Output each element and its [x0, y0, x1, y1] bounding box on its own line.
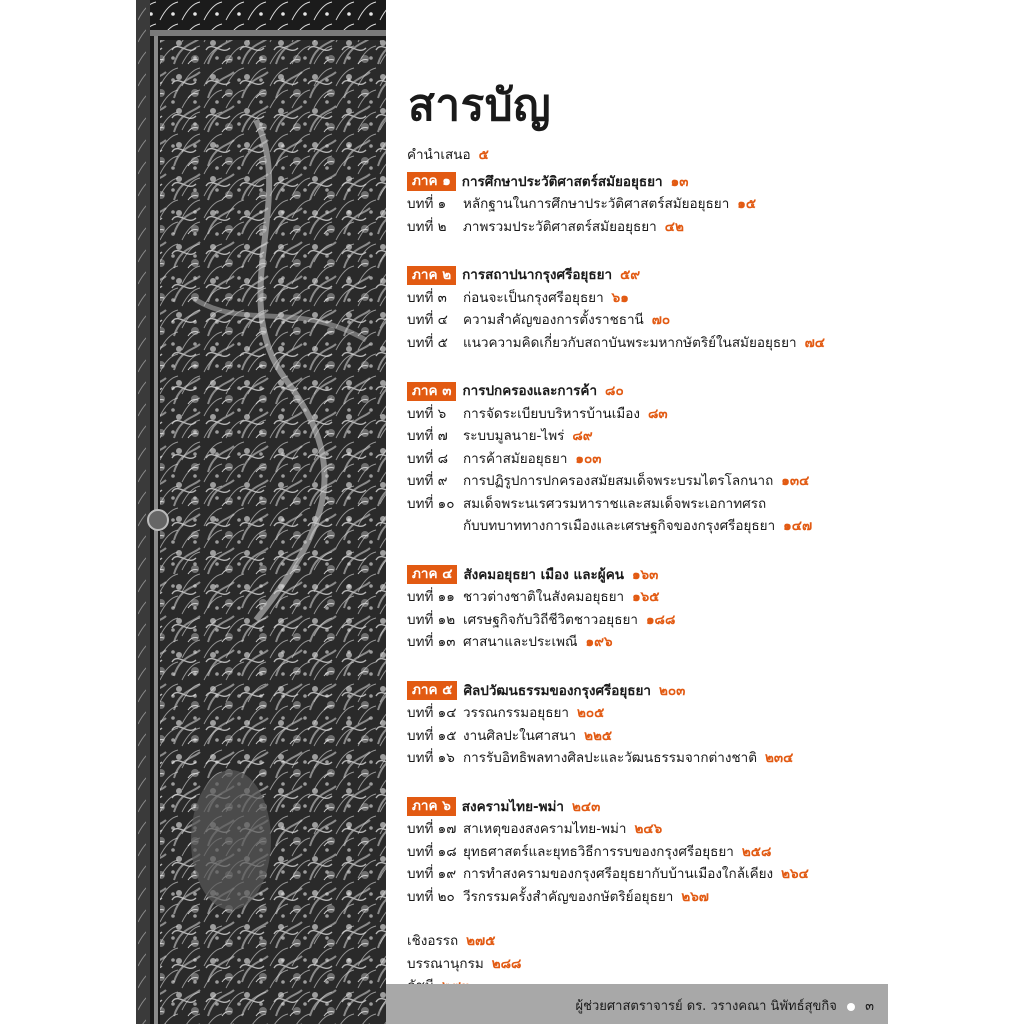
page-number: ๘๙ — [572, 428, 593, 444]
part-tag: ภาค ๖ — [407, 797, 456, 816]
page-number: ๒๒๕ — [584, 727, 613, 744]
toc-chapter-row[interactable] — [407, 493, 887, 516]
page-title: สารบัญ — [408, 80, 552, 131]
chapter-label: บทที่ ๓ — [407, 289, 447, 306]
part-tag: ภาค ๕ — [407, 681, 457, 700]
toc-backmatter-row[interactable] — [407, 953, 887, 976]
chapter-title: เศรษฐกิจกับวิถีชีวิตชาวอยุธยา — [463, 611, 638, 628]
toc-chapter-row[interactable] — [407, 747, 887, 770]
part-title: สังคมอยุธยา เมือง และผู้คน — [463, 566, 624, 583]
part-title: ศิลปวัฒนธรรมของกรุงศรีอยุธยา — [463, 682, 652, 699]
chapter-title: การค้าสมัยอยุธยา — [463, 450, 568, 467]
carved-door-photo — [136, 0, 386, 1024]
page-number: ๕ — [478, 147, 489, 163]
toc-part-row[interactable] — [407, 796, 887, 819]
chapter-title: การปฏิรูปการปกครองสมัยสมเด็จพระบรมไตรโลกนาถ — [463, 473, 774, 489]
chapter-label: บทที่ ๑๖ — [407, 750, 455, 766]
page-number: ๑๕ — [737, 196, 757, 212]
page-number: ๑๙๖ — [585, 634, 613, 650]
toc-chapter-row[interactable] — [407, 470, 887, 493]
toc-intro-row[interactable] — [407, 144, 887, 167]
page-number: ๑๖๕ — [632, 589, 660, 605]
chapter-title: ภาพรวมประวัติศาสตร์สมัยอยุธยา — [463, 218, 657, 235]
part-tag: ภาค ๒ — [407, 266, 456, 285]
chapter-label: บทที่ ๑๑ — [407, 589, 455, 605]
chapter-title: การจัดระเบียบบริหารบ้านเมือง — [463, 405, 640, 422]
chapter-title: การทำสงครามของกรุงศรีอยุธยากับบ้านเมืองใกล้เคียง — [463, 866, 774, 882]
chapter-label: บทที่ ๗ — [407, 428, 448, 444]
toc-page — [386, 0, 1024, 1024]
page-number: ๖๑ — [611, 289, 629, 306]
chapter-title: สาเหตุของสงครามไทย-พม่า — [463, 821, 627, 837]
part-tag: ภาค ๓ — [407, 382, 456, 401]
chapter-title: ศาสนาและประเพณี — [463, 634, 578, 650]
page-number: ๔๒ — [664, 218, 684, 235]
page-number: ๑๓ — [670, 173, 689, 190]
toc-chapter-row[interactable] — [407, 609, 887, 632]
page-number: ๗๐ — [651, 312, 671, 328]
toc-chapter-row[interactable] — [407, 631, 887, 654]
toc-part-row[interactable] — [407, 380, 887, 403]
chapter-label: บทที่ ๑๒ — [407, 611, 456, 628]
part-title: การศึกษาประวัติศาสตร์สมัยอยุธยา — [461, 173, 663, 190]
chapter-label: บทที่ ๑๙ — [407, 866, 457, 882]
page-number: ๒๘๘ — [491, 955, 522, 972]
toc-chapter-row[interactable] — [407, 448, 887, 471]
page-number: ๗๔ — [804, 334, 825, 351]
toc-chapter-row[interactable] — [407, 702, 887, 725]
toc-chapter-row[interactable] — [407, 425, 887, 448]
chapter-title: วรรณกรรมอยุธยา — [463, 705, 569, 721]
part-title: การสถาปนากรุงศรีอยุธยา — [462, 267, 613, 283]
chapter-label: บทที่ ๑๔ — [407, 705, 457, 721]
toc-chapter-row[interactable] — [407, 332, 887, 355]
toc-chapter-row[interactable] — [407, 309, 887, 332]
toc-part-row[interactable] — [407, 680, 887, 703]
toc-part-row[interactable] — [407, 264, 887, 287]
chapter-label: บทที่ ๕ — [407, 334, 448, 351]
toc-chapter-row[interactable] — [407, 886, 887, 909]
bullet-icon — [847, 1003, 855, 1011]
part-tag: ภาค ๔ — [407, 565, 457, 584]
chapter-label: บทที่ ๘ — [407, 450, 449, 467]
page-number: ๒๖๗ — [681, 888, 709, 905]
backmatter-label: บรรณานุกรม — [407, 955, 484, 972]
page-number: ๒๖๔ — [781, 866, 809, 882]
page-number: ๒๕๘ — [741, 843, 772, 860]
page-footer — [386, 984, 888, 1024]
page-number: ๒๐๓ — [659, 682, 686, 699]
toc-part-row[interactable] — [407, 171, 887, 194]
toc-chapter-row[interactable] — [407, 287, 887, 310]
chapter-label: บทที่ ๙ — [407, 473, 448, 489]
part-tag: ภาค ๑ — [407, 172, 456, 191]
chapter-label: บทที่ ๑๐ — [407, 495, 455, 512]
chapter-label: บทที่ ๑ — [407, 196, 447, 212]
chapter-title: ระบบมูลนาย-ไพร่ — [463, 428, 565, 444]
toc-chapter-row[interactable] — [407, 863, 887, 886]
chapter-title: วีรกรรมครั้งสำคัญของกษัตริย์อยุธยา — [463, 888, 674, 905]
page-number: ๘๓ — [648, 405, 668, 422]
page-number: ๒๔๓ — [571, 798, 601, 815]
chapter-title: ก่อนจะเป็นกรุงศรีอยุธยา — [463, 289, 604, 306]
page-number: ๑๘๘ — [645, 611, 676, 628]
chapter-title: ยุทธศาสตร์และยุทธวิธีการรบของกรุงศรีอยุธยา — [463, 843, 734, 860]
chapter-label: บทที่ ๒๐ — [407, 888, 455, 905]
intro-label: คำนำเสนอ — [407, 147, 471, 163]
chapter-title: สมเด็จพระนเรศวรมหาราชและสมเด็จพระเอกาทศรถ — [463, 495, 767, 512]
chapter-title: หลักฐานในการศึกษาประวัติศาสตร์สมัยอยุธยา — [463, 196, 730, 212]
chapter-title: งานศิลปะในศาสนา — [463, 727, 577, 744]
page-number: ๒๐๕ — [576, 705, 605, 721]
part-title: สงครามไทย-พม่า — [461, 798, 564, 815]
chapter-label: บทที่ ๖ — [407, 405, 447, 422]
chapter-label: บทที่ ๔ — [407, 312, 448, 328]
toc-chapter-continuation[interactable] — [407, 515, 887, 538]
toc-chapter-row[interactable] — [407, 216, 887, 239]
footer-page-number: ๓ — [865, 999, 874, 1014]
toc-chapter-row[interactable] — [407, 841, 887, 864]
table-of-contents — [407, 144, 887, 998]
chapter-label: บทที่ ๑๕ — [407, 727, 457, 744]
chapter-title: ชาวต่างชาติในสังคมอยุธยา — [463, 589, 625, 605]
toc-chapter-row[interactable] — [407, 586, 887, 609]
page-number: ๒๗๕ — [466, 933, 496, 949]
page-number: ๒๓๔ — [764, 750, 794, 766]
chapter-title: แนวความคิดเกี่ยวกับสถาบันพระมหากษัตริย์ในสมัยอยุธยา — [463, 334, 797, 351]
toc-part-row[interactable] — [407, 564, 887, 587]
chapter-label: บทที่ ๒ — [407, 218, 447, 235]
part-title: การปกครองและการค้า — [462, 383, 598, 399]
toc-chapter-row[interactable] — [407, 725, 887, 748]
page-number: ๑๔๗ — [783, 518, 813, 534]
footer-author: ผู้ช่วยศาสตราจารย์ ดร. วรางคณา นิพัทธ์สุขกิจ — [575, 999, 837, 1014]
chapter-label: บทที่ ๑๓ — [407, 634, 456, 650]
page-number: ๕๙ — [620, 267, 641, 283]
page-number: ๑๓๔ — [781, 473, 810, 489]
page-number: ๒๔๖ — [634, 821, 663, 837]
chapter-label: บทที่ ๑๗ — [407, 821, 457, 837]
chapter-title: การรับอิทธิพลทางศิลปะและวัฒนธรรมจากต่างชาติ — [463, 750, 757, 766]
toc-chapter-row[interactable] — [407, 193, 887, 216]
page-number: ๘๐ — [605, 383, 624, 399]
toc-chapter-row[interactable] — [407, 403, 887, 426]
page-number: ๑๐๓ — [575, 450, 602, 467]
toc-backmatter-row[interactable] — [407, 930, 887, 953]
page-number: ๑๖๓ — [631, 566, 659, 583]
chapter-label: บทที่ ๑๘ — [407, 843, 457, 860]
chapter-title-continued: กับบทบาททางการเมืองและเศรษฐกิจของกรุงศรีอยุธยา — [463, 518, 776, 534]
chapter-title: ความสำคัญของการตั้งราชธานี — [463, 312, 644, 328]
backmatter-label: เชิงอรรถ — [407, 933, 459, 949]
toc-chapter-row[interactable] — [407, 818, 887, 841]
